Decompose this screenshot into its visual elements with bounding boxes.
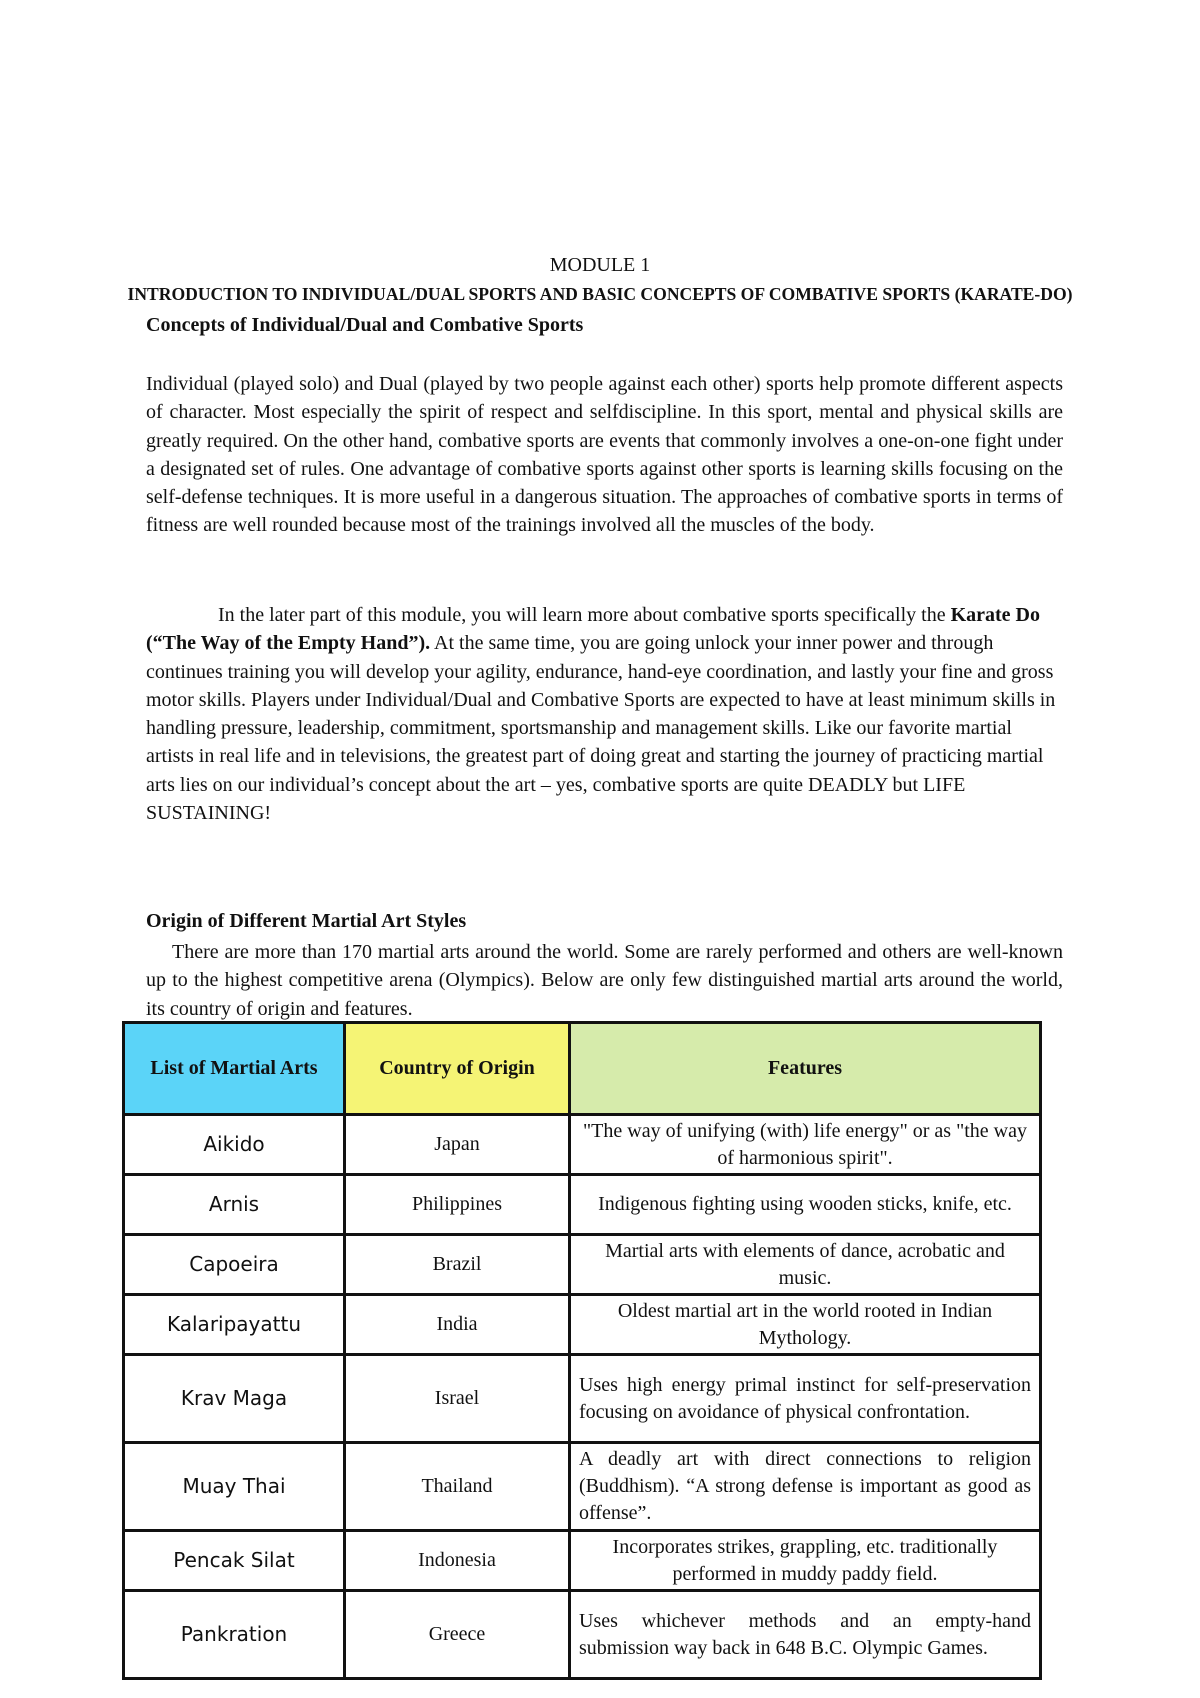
martial-art-name: Capoeira bbox=[124, 1235, 345, 1295]
table-row bbox=[124, 1355, 1041, 1443]
country-of-origin: India bbox=[345, 1295, 570, 1355]
martial-art-features: Incorporates strikes, grappling, etc. traditionally performed in muddy paddy field. bbox=[570, 1531, 1041, 1591]
table-row bbox=[124, 1531, 1041, 1591]
martial-arts-table bbox=[122, 1021, 1042, 1680]
karate-do-emphasis: Karate Do (“The Way of the Empty Hand”). bbox=[146, 604, 1040, 655]
origin-paragraph bbox=[146, 938, 1063, 1023]
country-of-origin: Brazil bbox=[345, 1235, 570, 1295]
header-list-of-martial-arts: List of Martial Arts bbox=[124, 1023, 345, 1115]
country-of-origin: Greece bbox=[345, 1591, 570, 1679]
table-row bbox=[124, 1591, 1041, 1679]
paragraph-2-text-start: In the later part of this module, you will learn more about combative sports specifically the bbox=[218, 604, 951, 626]
table-row bbox=[124, 1115, 1041, 1175]
martial-art-features: Uses high energy primal instinct for self-preservation focusing on avoidance of physical confrontation. bbox=[570, 1355, 1041, 1443]
concepts-paragraph-2 bbox=[146, 601, 1063, 827]
country-of-origin: Indonesia bbox=[345, 1531, 570, 1591]
header-features: Features bbox=[570, 1023, 1041, 1115]
country-of-origin: Thailand bbox=[345, 1443, 570, 1531]
country-of-origin: Philippines bbox=[345, 1175, 570, 1235]
martial-art-name: Pencak Silat bbox=[124, 1531, 345, 1591]
concepts-paragraph-1: Individual (played solo) and Dual (played by two people against each other) sports help promote different aspects of character. Most especially the spirit of respect and selfdiscipline. In this sport, mental and physical skills are greatly required. On the other hand, combative sports are events that commonly involves a one-on-one fight under a designated set of rules. One advantage of combative sports against other sports is learning skills focusing on the self-defense techniques. It is more useful in a dangerous situation. The approaches of combative sports in terms of fitness are well rounded because most of the trainings involved all the muscles of the body. bbox=[146, 373, 1063, 537]
martial-art-features: A deadly art with direct connections to religion (Buddhism). “A strong defense is important as good as offense”. bbox=[570, 1443, 1041, 1531]
table-header-row bbox=[124, 1023, 1041, 1115]
martial-art-name: Pankration bbox=[124, 1591, 345, 1679]
martial-art-name: Arnis bbox=[124, 1175, 345, 1235]
table-row bbox=[124, 1175, 1041, 1235]
martial-art-name: Kalaripayattu bbox=[124, 1295, 345, 1355]
martial-art-features: "The way of unifying (with) life energy" or as "the way of harmonious spirit". bbox=[570, 1115, 1041, 1175]
martial-art-features: Martial arts with elements of dance, acrobatic and music. bbox=[570, 1235, 1041, 1295]
table-row bbox=[124, 1295, 1041, 1355]
concepts-heading: Concepts of Individual/Dual and Combative Sports bbox=[146, 314, 584, 336]
martial-art-name: Krav Maga bbox=[124, 1355, 345, 1443]
module-label: MODULE 1 bbox=[549, 254, 651, 276]
header-country-of-origin: Country of Origin bbox=[345, 1023, 570, 1115]
table-row bbox=[124, 1443, 1041, 1531]
table-row bbox=[124, 1235, 1041, 1295]
paragraph-2-text-end: At the same time, you are going unlock your inner power and through continues training you will develop your agility, endurance, hand-eye coordination, and lastly your fine and gross motor skills. Players under Individual/Dual and Combative Sports are expected to have at least minimum skills in handling pressure, leadership, commitment, sportsmanship and management skills. Like our favorite martial artists in real life and in televisions, the greatest part of doing great and starting the journey of practicing martial arts lies on our individual’s concept about the art – yes, combative sports are quite DEADLY but LIFE SUSTAINING! bbox=[146, 632, 1056, 825]
origin-paragraph-text: There are more than 170 martial arts around the world. Some are rarely performed and others are well-known up to the highest competitive arena (Olympics). Below are only few distinguished martial arts around the world, its country of origin and features. bbox=[146, 941, 1063, 1020]
martial-art-name: Aikido bbox=[124, 1115, 345, 1175]
country-of-origin: Israel bbox=[345, 1355, 570, 1443]
origin-heading: Origin of Different Martial Art Styles bbox=[146, 910, 467, 932]
martial-art-features: Oldest martial art in the world rooted in Indian Mythology. bbox=[570, 1295, 1041, 1355]
main-title: INTRODUCTION TO INDIVIDUAL/DUAL SPORTS AND BASIC CONCEPTS OF COMBATIVE SPORTS (KARATE-DO) bbox=[127, 284, 1073, 304]
martial-art-features: Uses whichever methods and an empty-hand submission way back in 648 B.C. Olympic Games. bbox=[570, 1591, 1041, 1679]
martial-art-name: Muay Thai bbox=[124, 1443, 345, 1531]
martial-art-features: Indigenous fighting using wooden sticks, knife, etc. bbox=[570, 1175, 1041, 1235]
country-of-origin: Japan bbox=[345, 1115, 570, 1175]
